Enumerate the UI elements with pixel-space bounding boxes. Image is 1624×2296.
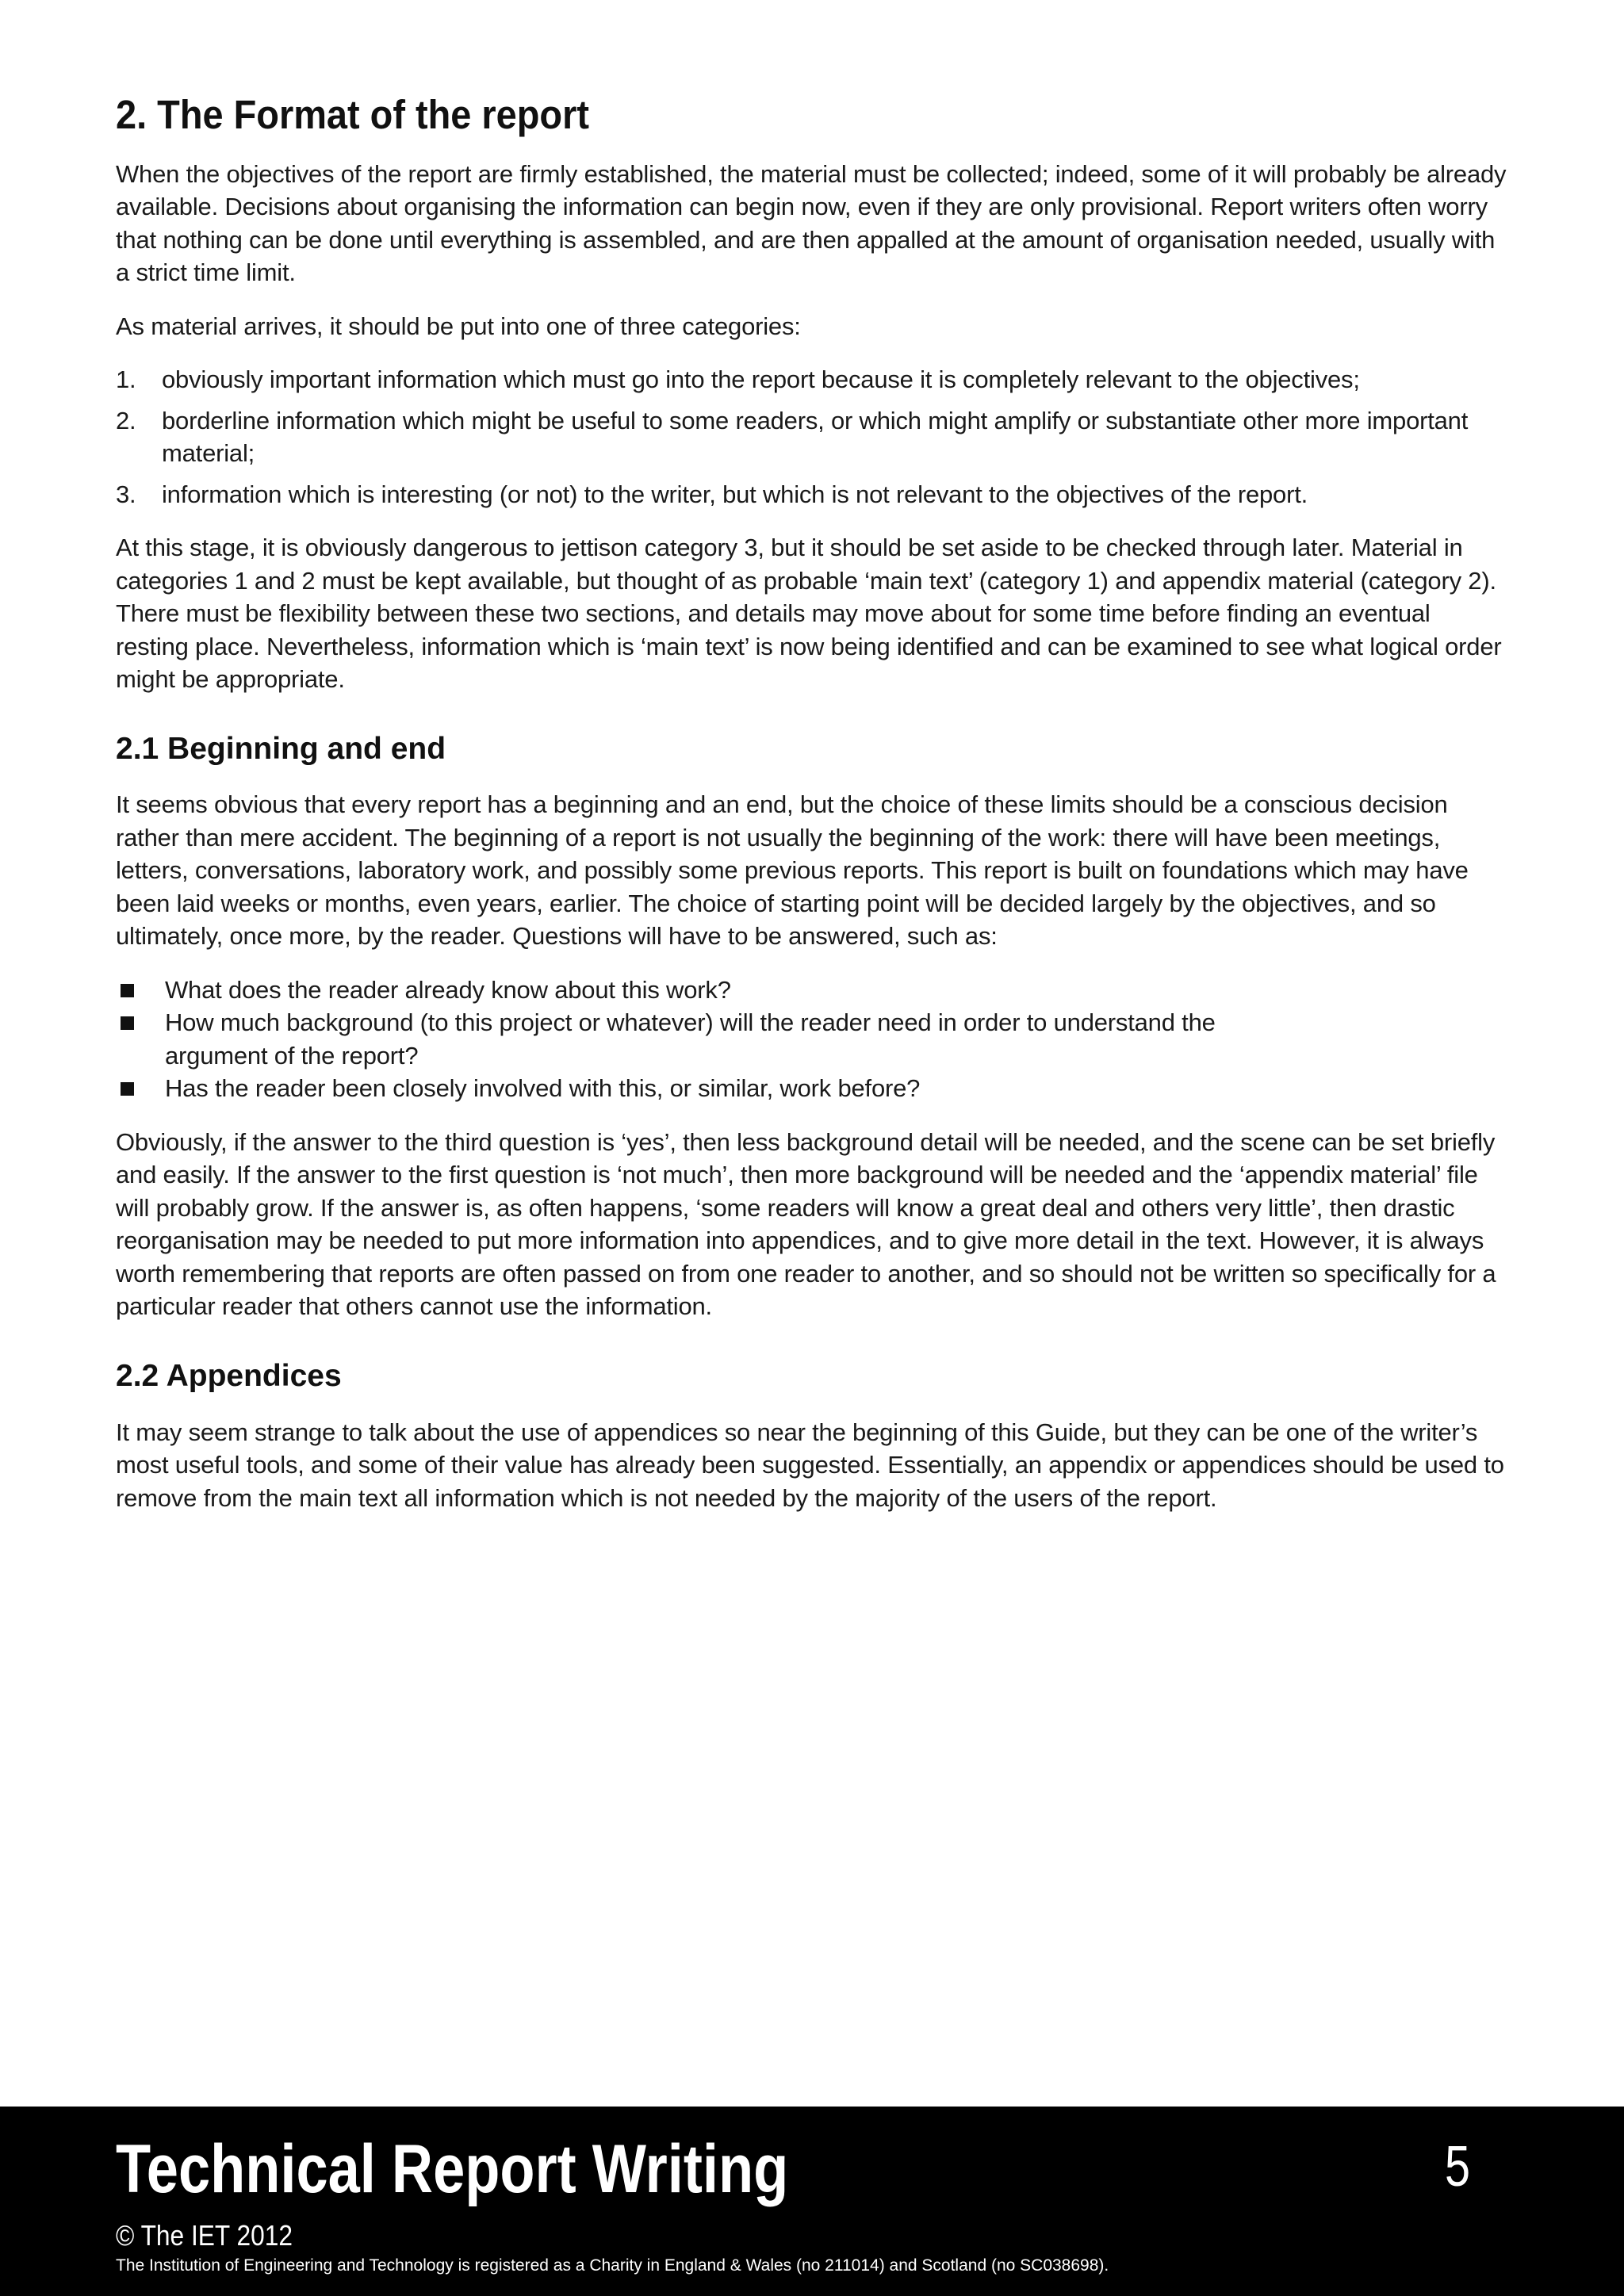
list-item (116, 1072, 1508, 1105)
list-item-text: How much background (to this project or whatever) will the reader need in order to understand the argument of the report? (165, 1008, 1216, 1070)
subsection-title-beginning-and-end: 2.1 Beginning and end (116, 731, 446, 766)
subsection-title-appendices: 2.2 Appendices (116, 1358, 342, 1393)
list-item (116, 404, 1508, 470)
intro-paragraph: When the objectives of the report are firmly established, the material must be collected; indeed, some of it will probably be already available. Decisions about organising the information can begin now, even if they are only provisional. Report writers often worry that nothing can be done until everything is assembled, and are then appalled at the amount of organisation needed, usually with a strict time limit. (116, 159, 1507, 287)
beginning-intro-paragraph: It seems obvious that every report has a beginning and an end, but the choice of these limits should be a conscious decision rather than mere accident. The beginning of a report is not usually the beginning of the work: there will have been meetings, letters, conversations, laboratory work, and possibly some previous reports. This report is built on foundations which may have been laid weeks or months, even years, earlier. The choice of starting point will be decided largely by the objectives, and so ultimately, once more, by the reader. Questions will have to be answered, such as: (116, 790, 1469, 951)
list-item (116, 1006, 1508, 1072)
document-title: Technical Report Writing (116, 2131, 789, 2207)
list-item-number: 1. (116, 365, 136, 394)
square-bullet-icon (121, 1016, 134, 1030)
questions-list (116, 974, 1508, 1105)
charity-notice: The Institution of Engineering and Technology is registered as a Charity in England & Wales (no 211014) and Scotland (no SC038698). (116, 2256, 1109, 2275)
page-footer (0, 2107, 1624, 2296)
appendices-paragraph: It may seem strange to talk about the use of appendices so near the beginning of this Guide, but they can be one of the writer’s most useful tools, and some of their value has already been suggested. Essentially, an appendix or appendices should be used to remove from the main text all information which is not needed by the majority of the users of the report. (116, 1418, 1504, 1512)
square-bullet-icon (121, 984, 134, 997)
section-title: 2. The Format of the report (116, 92, 589, 137)
page-content (116, 92, 1508, 1535)
categories-discussion-paragraph: At this stage, it is obviously dangerous to jettison category 3, but it should be set aside to be checked through later. Material in categories 1 and 2 must be kept available, but thought of as probable ‘main text’ (category 1) and appendix material (category 2). There must be flexibility between these two sections, and details may move about for some time before finding an eventual resting place. Nevertheless, information which is ‘main text’ is now being identified and can be examined to see what logical order might be appropriate. (116, 534, 1502, 694)
page-number: 5 (1445, 2135, 1471, 2198)
list-item (116, 363, 1508, 396)
list-item (116, 478, 1508, 511)
categories-lead-paragraph: As material arrives, it should be put into one of three categories: (116, 312, 801, 340)
categories-list (116, 363, 1508, 511)
square-bullet-icon (121, 1082, 134, 1096)
list-item-text: obviously important information which must go into the report because it is completely relevant to the objectives; (162, 365, 1360, 394)
list-item-number: 3. (116, 480, 136, 508)
list-item-text: What does the reader already know about this work? (165, 975, 731, 1004)
list-item-text: information which is interesting (or not) to the writer, but which is not relevant to the objectives of the report. (162, 480, 1308, 508)
list-item-text: borderline information which might be useful to some readers, or which might amplify or substantiate other more important material; (162, 406, 1469, 468)
copyright-notice: © The IET 2012 (116, 2219, 293, 2252)
list-item-text: Has the reader been closely involved with this, or similar, work before? (165, 1074, 921, 1103)
list-item-number: 2. (116, 406, 136, 434)
list-item (116, 974, 1508, 1007)
beginning-conclusion-paragraph: Obviously, if the answer to the third question is ‘yes’, then less background detail will be needed, and the scene can be set briefly and easily. If the answer to the first question is ‘not much’, then more background will be needed and the ‘appendix material’ file will probably grow. If the answer is, as often happens, ‘some readers will know a great deal and others very little’, then drastic reorganisation may be needed to put more information into appendices, and to give more detail in the text. However, it is always worth remembering that reports are often passed on from one reader to another, and so should not be written so specifically for a particular reader that others cannot use the information. (116, 1127, 1496, 1321)
